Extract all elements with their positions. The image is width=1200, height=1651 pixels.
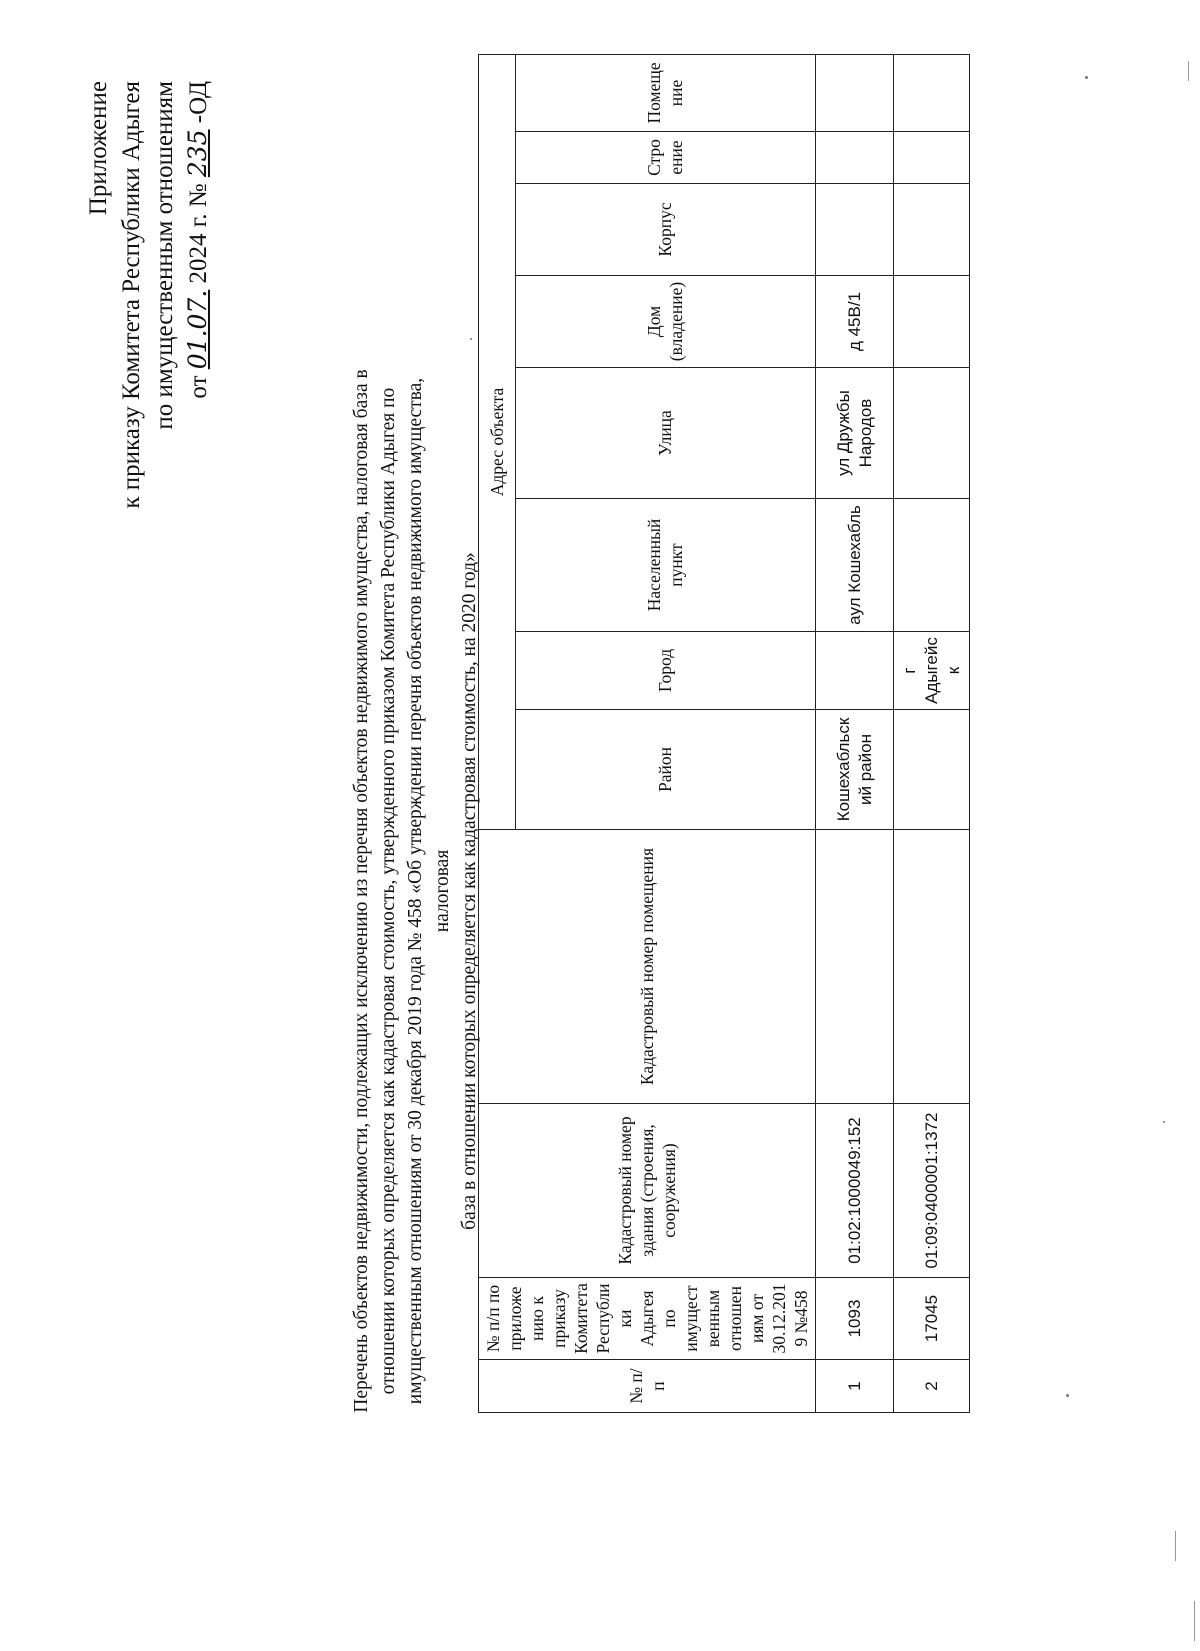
cell-appendix-num: 17045 [894, 1278, 970, 1360]
header-appendix-num: № п/п по приложению к приказу Комитета Республики Адыгея по имущественным отношениям от 30.12.2019 №458 [479, 1278, 816, 1360]
date-prefix: от [185, 369, 212, 399]
scan-speck [470, 338, 472, 340]
cell-city [816, 632, 894, 710]
caption-line-4: база в отношении которых определяется как кадастровая стоимость, на 2020 год» [459, 552, 480, 1230]
caption-line-1: Перечень объектов недвижимости, подлежащих исключению из перечня объектов недвижимого имущества, налоговая база в [351, 369, 372, 1413]
caption-line-3: имущественным отношениям от 30 декабря 2019 года № 458 «Об утверждении перечня объектов недвижимого имущества, налоговая [405, 377, 453, 1405]
cell-num: 2 [894, 1360, 970, 1413]
cell-room-cadastral [894, 830, 970, 1104]
cell-street: ул Дружбы Народов [816, 368, 894, 499]
header-block: Корпус [515, 184, 815, 276]
table-header-row-1 [479, 54, 516, 1412]
appendix-date-number [181, 81, 215, 581]
cell-num: 1 [816, 1360, 894, 1413]
appendix-header [82, 81, 215, 581]
scan-edge-mark [1194, 1601, 1195, 1641]
handwritten-date: 01.07. [183, 289, 212, 370]
header-room: Помещение [515, 54, 815, 131]
cell-structure [894, 132, 970, 184]
table-row [816, 54, 894, 1412]
cell-room-cadastral [816, 830, 894, 1104]
cell-district [894, 710, 970, 830]
header-city: Город [515, 632, 815, 710]
cell-district: Кошехабльский район [816, 710, 894, 830]
document-caption [348, 346, 483, 1436]
header-building-cadastral: Кадастровый номер здания (строения, сооружения) [479, 1104, 816, 1278]
cell-appendix-num: 1093 [816, 1278, 894, 1360]
cell-building-cadastral: 01:09:0400001:1372 [894, 1104, 970, 1278]
year-text: 2024 г. № [185, 177, 212, 290]
appendix-order-ref: к приказу Комитета Республики Адыгея [118, 81, 145, 509]
cell-settlement: аул Кошехабль [816, 499, 894, 632]
scan-speck [1163, 1121, 1165, 1123]
caption-line-2: отношении которых определяется как кадастровая стоимость, утвержденного приказом Комитета Республики Адыгея по [378, 387, 399, 1395]
cell-room [816, 54, 894, 131]
scan-speck [1085, 76, 1088, 79]
header-district: Район [515, 710, 815, 830]
header-address: Адрес объекта [479, 54, 516, 829]
header-structure: Строение [515, 132, 815, 184]
cell-block [894, 184, 970, 276]
handwritten-order-number: 235 [183, 129, 212, 178]
cell-house [894, 276, 970, 368]
scan-edge-mark [1188, 61, 1189, 81]
appendix-title: Приложение [85, 81, 112, 216]
table-row [894, 54, 970, 1412]
cell-street [894, 368, 970, 499]
cell-room [894, 54, 970, 131]
property-table [478, 54, 970, 1413]
scan-speck [1066, 1394, 1069, 1397]
header-street: Улица [515, 368, 815, 499]
cell-house: д 45В/1 [816, 276, 894, 368]
order-suffix: -ОД [185, 81, 212, 130]
cell-structure [816, 132, 894, 184]
header-room-cadastral: Кадастровый номер помещения [479, 830, 816, 1104]
cell-settlement [894, 499, 970, 632]
header-num: № п/п [479, 1360, 816, 1413]
header-settlement: Населенный пункт [515, 499, 815, 632]
scan-edge-mark [1175, 1531, 1176, 1561]
appendix-committee: по имущественным отношениям [151, 81, 178, 430]
cell-city: г Адыгейск [894, 632, 970, 710]
header-house: Дом (владение) [515, 276, 815, 368]
cell-block [816, 184, 894, 276]
cell-building-cadastral: 01:02:1000049:152 [816, 1104, 894, 1278]
